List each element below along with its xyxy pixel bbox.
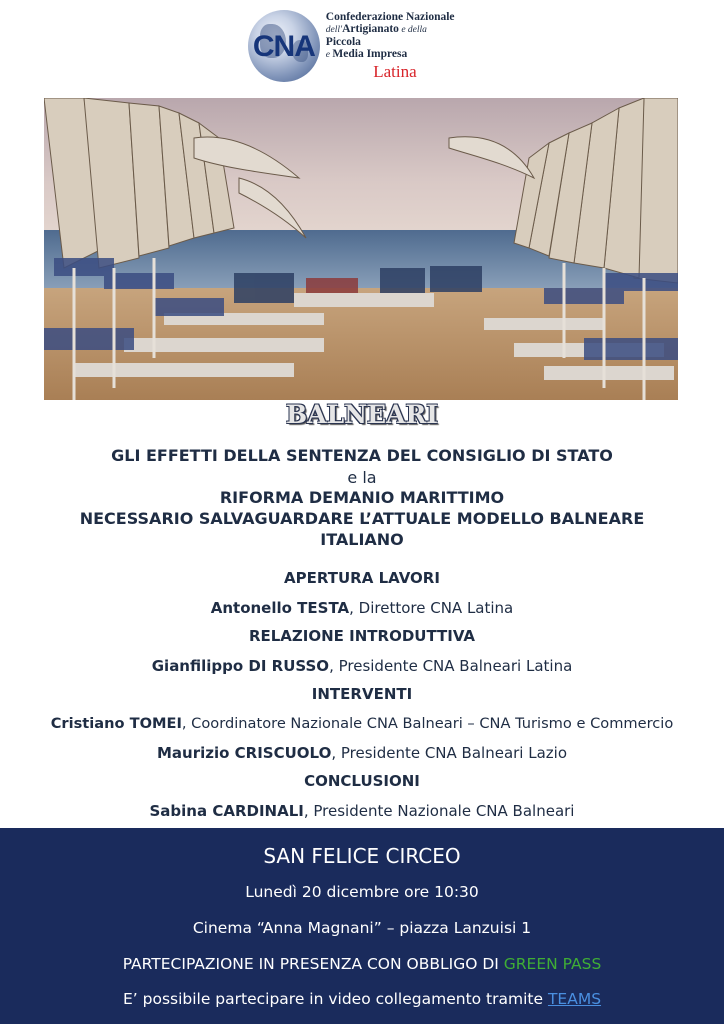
event-place: SAN FELICE CIRCEO xyxy=(263,844,461,868)
beach-umbrellas-photo xyxy=(44,98,678,400)
apertura-heading: APERTURA LAVORI xyxy=(284,569,440,587)
conclusioni-speaker: Sabina CARDINALI, Presidente Nazionale CNA Balneari xyxy=(149,802,575,820)
event-info-band xyxy=(0,828,724,1024)
subtitle-line-4: NECESSARIO SALVAGUARDARE L’ATTUALE MODELLO BALNEARE xyxy=(79,509,645,528)
video-participation: E’ possibile partecipare in video collegamento tramite TEAMS xyxy=(122,990,602,1008)
conclusioni-heading: CONCLUSIONI xyxy=(304,772,420,790)
subtitle-line-5: ITALIANO xyxy=(320,530,404,549)
org-line-3: e Media Impresa xyxy=(325,48,408,61)
org-city: Latina xyxy=(373,62,417,82)
logo-text: CNA xyxy=(252,30,315,63)
apertura-speaker: Antonello TESTA, Direttore CNA Latina xyxy=(210,599,514,617)
relazione-heading: RELAZIONE INTRODUTTIVA xyxy=(248,627,476,645)
interventi-heading: INTERVENTI xyxy=(311,685,413,703)
event-date: Lunedì 20 dicembre ore 10:30 xyxy=(245,883,479,901)
organization-name xyxy=(326,11,464,81)
org-line-1: Confederazione Nazionale xyxy=(325,11,455,24)
globe-logo-icon xyxy=(248,10,320,82)
cna-logo xyxy=(248,8,464,84)
subtitle-line-1: GLI EFFETTI DELLA SENTENZA DEL CONSIGLIO DI STATO xyxy=(111,446,613,465)
intervento-speaker-1: Cristiano TOMEI, Coordinatore Nazionale CNA Balneari – CNA Turismo e Commercio xyxy=(50,715,674,732)
relazione-speaker: Gianfilippo DI RUSSO, Presidente CNA Balneari Latina xyxy=(151,657,573,675)
event-title: BALNEARI xyxy=(286,400,438,429)
teams-link[interactable]: TEAMS xyxy=(547,990,602,1008)
event-venue: Cinema “Anna Magnani” – piazza Lanzuisi 1 xyxy=(192,919,532,937)
subtitle-line-3: RIFORMA DEMANIO MARITTIMO xyxy=(219,488,505,507)
subtitle-line-2: e la xyxy=(347,468,377,487)
presence-requirement: PARTECIPAZIONE IN PRESENZA CON OBBLIGO DI GREEN PASS xyxy=(122,955,602,973)
intervento-speaker-2: Maurizio CRISCUOLO, Presidente CNA Balneari Lazio xyxy=(157,744,567,762)
green-pass-label: GREEN PASS xyxy=(503,955,602,973)
org-line-2: dell'Artigianato e della Piccola xyxy=(325,23,427,49)
